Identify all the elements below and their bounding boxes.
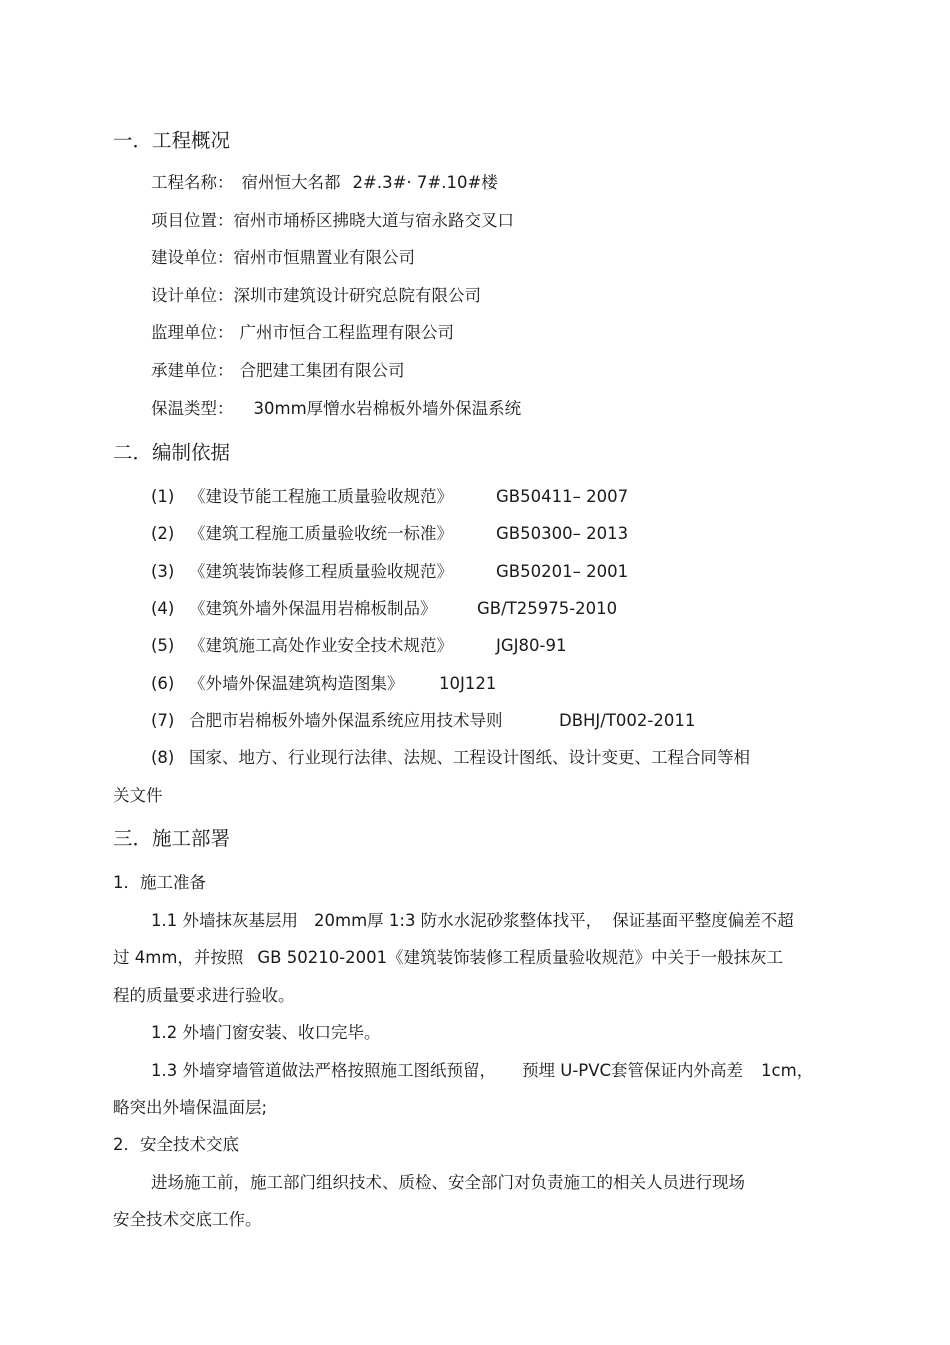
info-line-insulation-type <box>151 398 521 420</box>
item-code: GB50300– 2013 <box>496 524 629 543</box>
info-value-buildings: 2#.3#· 7#.10#楼 <box>352 173 498 192</box>
paragraph-line <box>151 1060 813 1082</box>
text-run: 保证基面平整度偏差不超 <box>612 911 794 930</box>
info-line-location <box>151 210 514 232</box>
text-run: 1cm， <box>761 1061 814 1080</box>
paragraph-line: 略突出外墙保温面层; <box>113 1098 268 1117</box>
info-value: 宿州市埇桥区拂晓大道与宿永路交叉口 <box>233 211 514 230</box>
subheading-preparation: 1．施工准备 <box>113 873 206 892</box>
item-number: (8) <box>151 748 175 767</box>
item-code: GB50201– 2001 <box>496 562 629 581</box>
item-title: 《建筑施工高处作业安全技术规范》 <box>189 636 453 655</box>
paragraph-line <box>113 947 783 969</box>
basis-item-continuation: 关文件 <box>113 786 163 805</box>
item-number: (5) <box>151 636 175 655</box>
info-value: 宿州恒大名都 <box>241 173 341 192</box>
item-title: 《建筑工程施工质量验收统一标准》 <box>189 524 453 543</box>
text-run: 1.1 外墙抹灰基层用 <box>151 911 298 930</box>
info-value: 30mm厚憎水岩棉板外墙外保温系统 <box>253 399 522 418</box>
info-value: 深圳市建筑设计研究总院有限公司 <box>233 286 481 305</box>
item-number: (2) <box>151 524 175 543</box>
info-label: 监理单位： <box>151 323 234 342</box>
item-code: GB/T25975-2010 <box>477 599 618 618</box>
text-run: 预埋 U-PVC套管保证内外高差 <box>522 1061 744 1080</box>
item-code: GB50411– 2007 <box>496 487 629 506</box>
item-code: 10J121 <box>439 674 497 693</box>
item-number: (7) <box>151 711 175 730</box>
basis-item <box>151 635 567 657</box>
item-code: DBHJ/T002-2011 <box>559 711 696 730</box>
item-title: 《建筑装饰装修工程质量验收规范》 <box>189 562 453 581</box>
paragraph-line: 1.2 外墙门窗安装、收口完毕。 <box>151 1023 381 1042</box>
item-title: 《建筑外墙外保温用岩棉板制品》 <box>189 599 437 618</box>
item-title: 国家、地方、行业现行法律、法规、工程设计图纸、设计变更、工程合同等相 <box>189 748 750 767</box>
basis-item <box>151 523 629 545</box>
paragraph-line: 安全技术交底工作。 <box>113 1210 262 1229</box>
info-label: 建设单位： <box>151 248 234 267</box>
paragraph-line <box>151 910 794 932</box>
info-label: 项目位置： <box>151 211 234 230</box>
info-label: 承建单位： <box>151 361 234 380</box>
info-label: 设计单位： <box>151 286 234 305</box>
item-number: (3) <box>151 562 175 581</box>
info-value: 宿州市恒鼎置业有限公司 <box>233 248 415 267</box>
text-run: GB 50210-2001《建筑装饰装修工程质量验收规范》中关于一般抹灰工 <box>257 948 784 967</box>
basis-item <box>151 747 750 769</box>
item-number: (1) <box>151 487 175 506</box>
basis-item <box>151 673 497 695</box>
info-line-project-name <box>151 172 498 194</box>
basis-item <box>151 598 618 620</box>
basis-item <box>151 486 629 508</box>
paragraph-line: 进场施工前，施工部门组织技术、质检、安全部门对负责施工的相关人员进行现场 <box>151 1173 745 1192</box>
basis-item <box>151 710 696 732</box>
info-line-supervisor <box>151 322 454 344</box>
info-label: 保温类型： <box>151 399 234 418</box>
paragraph-line: 程的质量要求进行验收。 <box>113 986 295 1005</box>
item-code: JGJ80-91 <box>496 636 567 655</box>
text-run: 过 4mm，并按照 <box>113 948 244 967</box>
item-number: (6) <box>151 674 175 693</box>
info-line-developer <box>151 247 415 269</box>
info-label: 工程名称： <box>151 173 234 192</box>
section-heading-overview: 一．工程概况 <box>113 129 231 152</box>
item-title: 《建设节能工程施工质量验收规范》 <box>189 487 453 506</box>
text-run: 20mm厚 1:3 防水水泥砂浆整体找平， <box>314 911 603 930</box>
subheading-safety: 2．安全技术交底 <box>113 1135 239 1154</box>
info-line-contractor <box>151 360 405 382</box>
info-value: 广州市恒合工程监理有限公司 <box>239 323 454 342</box>
basis-item <box>151 561 629 583</box>
section-heading-basis: 二．编制依据 <box>113 441 231 464</box>
item-title: 合肥市岩棉板外墙外保温系统应用技术导则 <box>189 711 503 730</box>
text-run: 1.3 外墙穿墙管道做法严格按照施工图纸预留， <box>151 1061 496 1080</box>
item-number: (4) <box>151 599 175 618</box>
section-heading-deployment: 三．施工部署 <box>113 827 231 850</box>
item-title: 《外墙外保温建筑构造图集》 <box>189 674 404 693</box>
info-value: 合肥建工集团有限公司 <box>239 361 405 380</box>
info-line-designer <box>151 285 481 307</box>
